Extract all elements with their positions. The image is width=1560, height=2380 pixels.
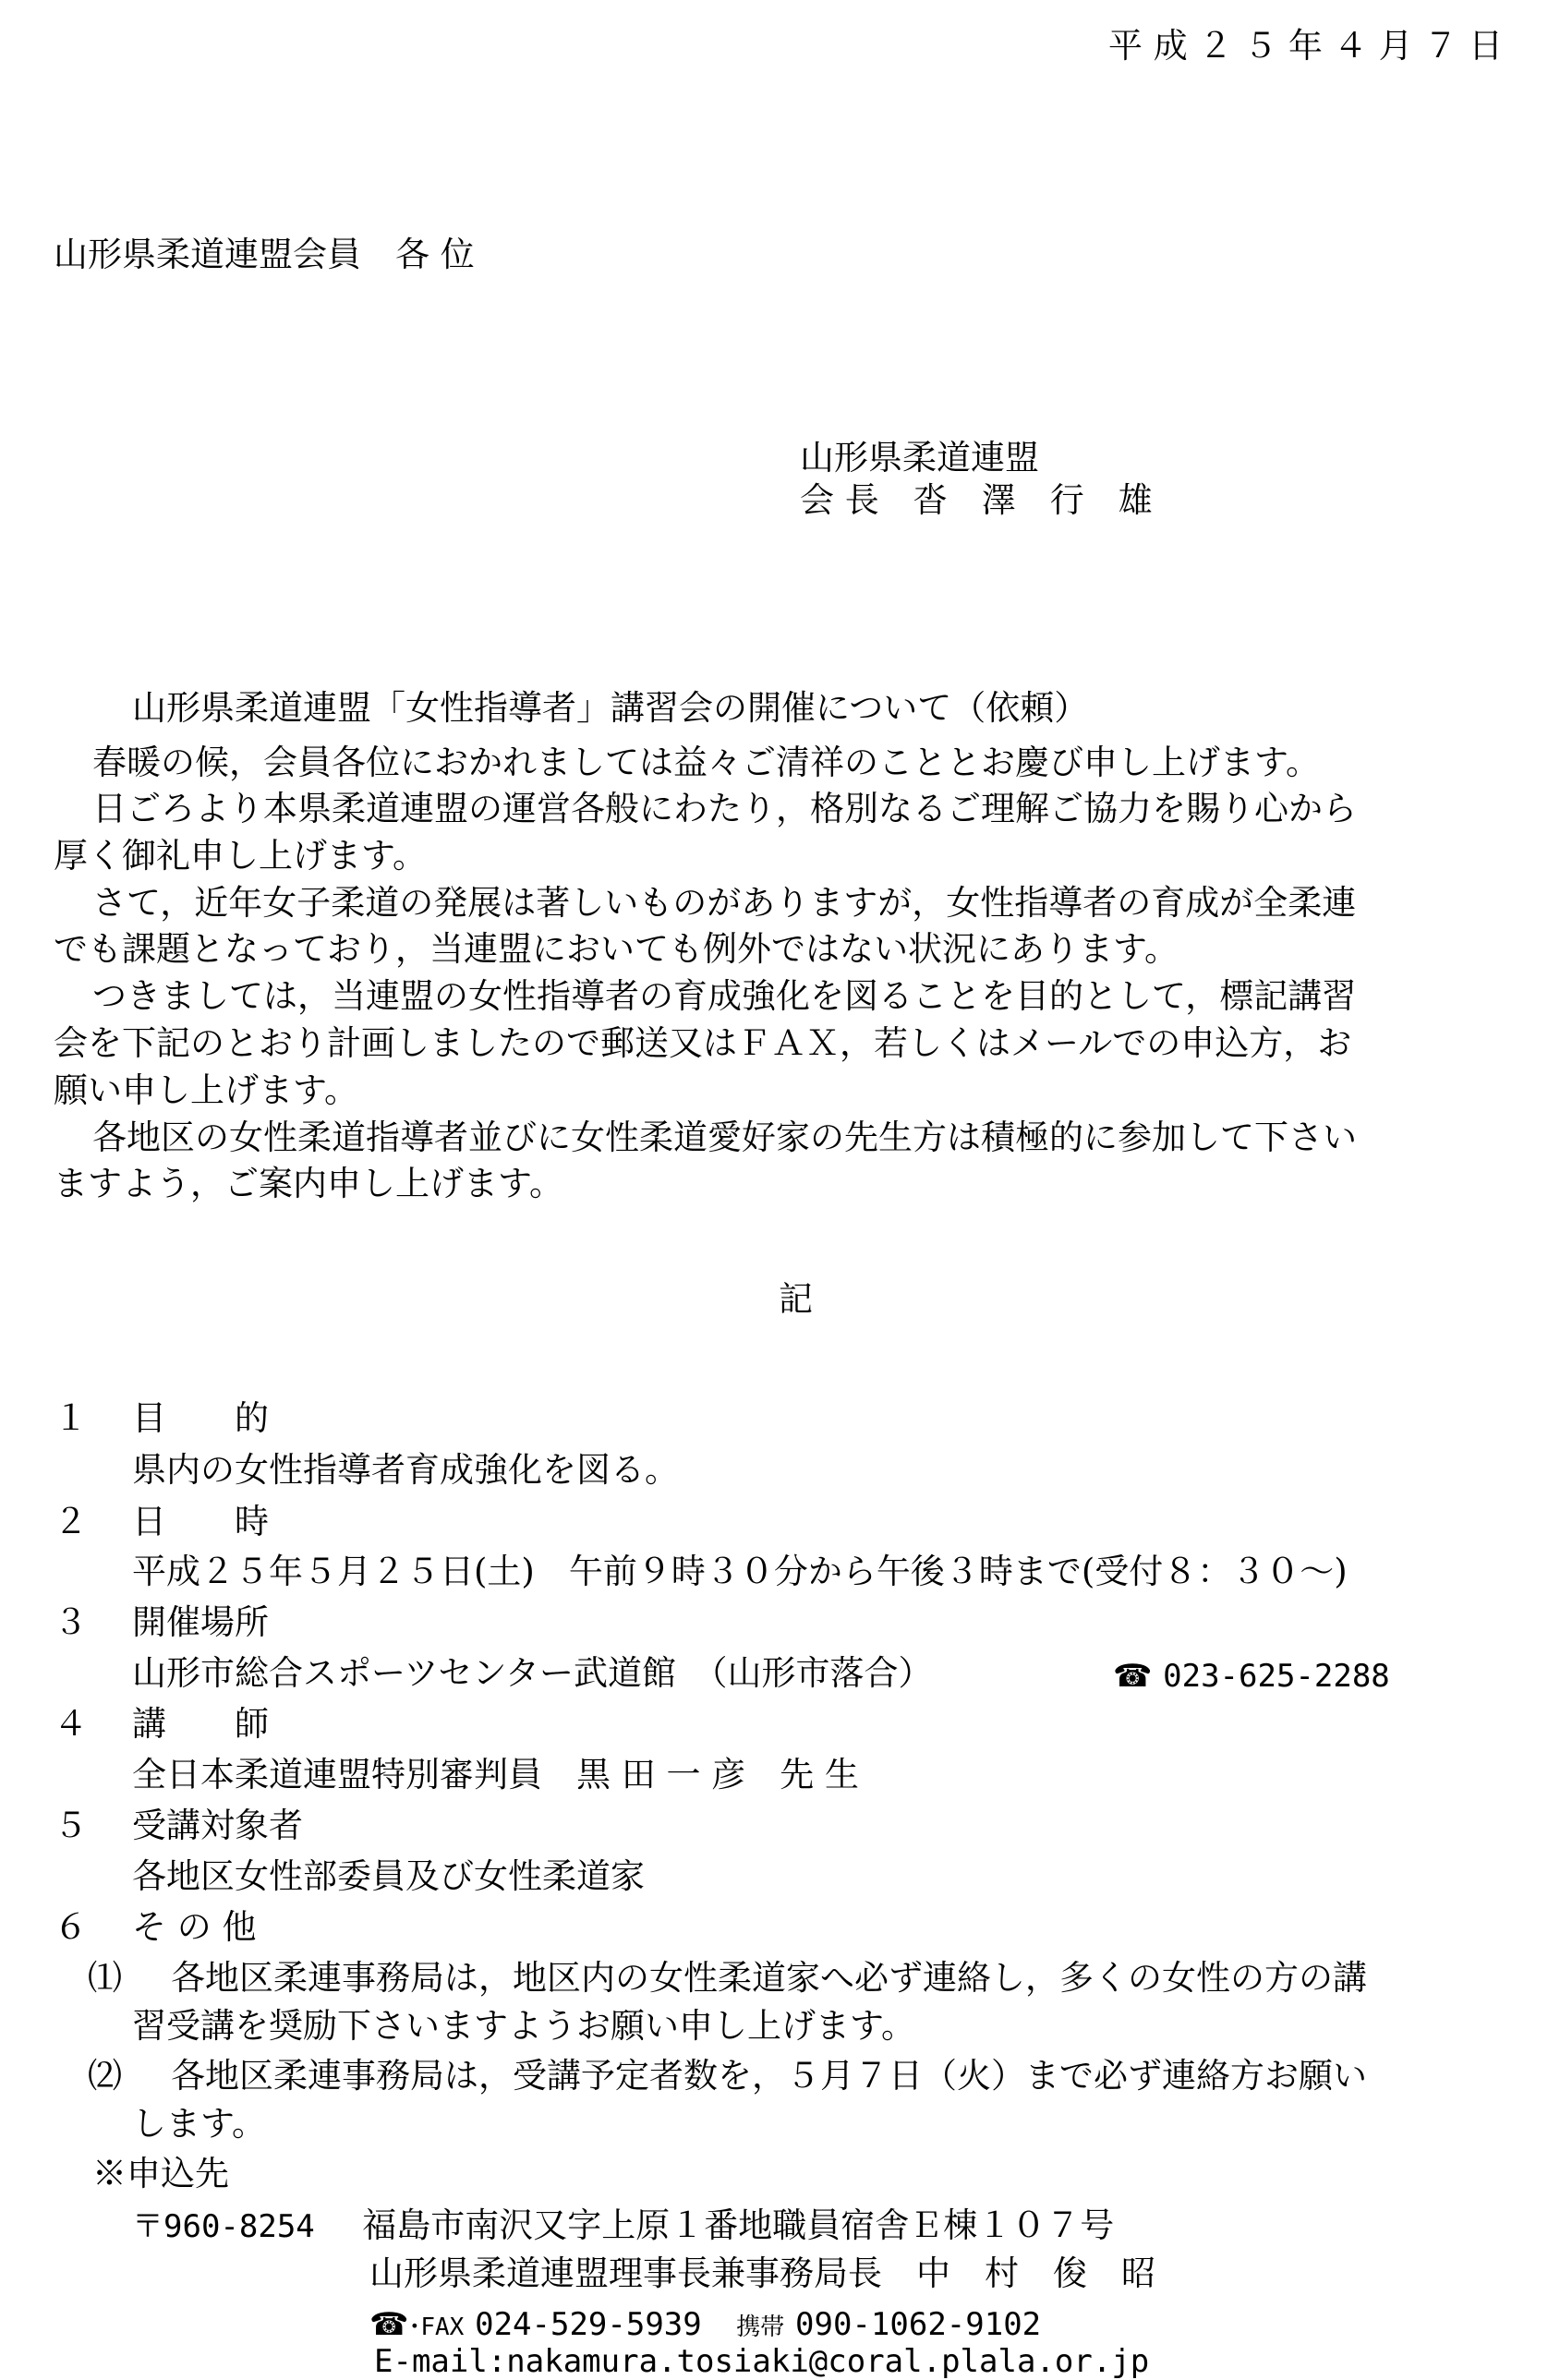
tel-fax-label: ･FAX (408, 2314, 465, 2341)
venue-phone (1113, 1655, 1390, 1696)
item-detail: 平成２５年５月２５日(土) 午前９時３０分から午後３時まで(受付８：３０～) (132, 1552, 1348, 1591)
application-label: ※申込先 (92, 2154, 229, 2193)
application-address (132, 2205, 1114, 2246)
item-number: ４ (54, 1704, 88, 1744)
item-number: ６ (54, 1907, 88, 1947)
body-line: 会を下記のとおり計画しましたので郵送又はＦＡＸ，若しくはメールでの申込方，お (54, 1023, 1352, 1063)
address: 福島市南沢又字上原１番地職員宿舎Ｅ棟１０７号 (362, 2205, 1115, 2245)
venue-phone-number: 023-625-2288 (1163, 1658, 1390, 1695)
email-address[interactable]: E-mail:nakamura.tosiaki@coral.plala.or.jp (374, 2343, 1150, 2380)
other-line: 習受講を奨励下さいますようお願い申し上げます。 (132, 2006, 916, 2046)
item-heading: 講 師 (132, 1704, 269, 1744)
item-detail: 山形市総合スポーツセンター武道館 （山形市落合） (132, 1653, 933, 1693)
item-heading: 目 的 (132, 1398, 269, 1438)
postal-code: 〒960-8254 (132, 2208, 315, 2245)
other-line: 各地区柔連事務局は，受講予定者数を，５月７日（火）まで必ず連絡方お願い (171, 2056, 1367, 2096)
application-person: 山形県柔道連盟理事長兼事務局長 中 村 俊 昭 (369, 2253, 1155, 2293)
ki-heading: 記 (779, 1279, 813, 1319)
tel-fax-number: 024-529-5939 (475, 2306, 702, 2343)
application-phones (369, 2303, 1041, 2344)
body-line: 各地区の女性柔道指導者並びに女性柔道愛好家の先生方は積極的に参加して下さい (92, 1118, 1357, 1157)
item-number: ５ (54, 1806, 88, 1845)
body-line: さて，近年女子柔道の発展は著しいものがありますが，女性指導者の育成が全柔連 (92, 883, 1357, 923)
body-line: 厚く御礼申し上げます。 (54, 836, 428, 876)
item-number: ２ (54, 1502, 88, 1541)
mobile-label: 携帯 (736, 2314, 785, 2341)
body-line: ますよう，ご案内申し上げます。 (54, 1164, 564, 1203)
other-line: します。 (132, 2104, 267, 2144)
item-heading: 日 時 (132, 1502, 269, 1541)
sender-org: 山形県柔道連盟 (800, 438, 1039, 477)
telephone-icon: ☎ (1113, 1658, 1153, 1695)
other-mark: ⑴ (88, 1958, 122, 1998)
addressee: 山形県柔道連盟会員 各 位 (54, 235, 475, 274)
body-line: 春暖の候，会員各位におかれましては益々ご清祥のこととお慶び申し上げます。 (92, 743, 1321, 782)
other-mark: ⑵ (88, 2056, 122, 2096)
item-detail: 県内の女性指導者育成強化を図る。 (132, 1450, 679, 1490)
mobile-number: 090-1062-9102 (795, 2306, 1042, 2343)
document-date: 平 成 ２ ５ 年 ４ 月 ７ 日 (1108, 26, 1504, 66)
item-detail: 全日本柔道連盟特別審判員 黒 田 一 彦 先 生 (132, 1755, 860, 1794)
item-number: ３ (54, 1602, 88, 1642)
item-number: １ (54, 1398, 88, 1438)
item-heading: 開催場所 (132, 1602, 269, 1642)
item-detail: 各地区女性部委員及び女性柔道家 (132, 1856, 645, 1896)
telephone-icon: ☎ (369, 2306, 409, 2343)
body-line: 日ごろより本県柔道連盟の運営各般にわたり，格別なるご理解ご協力を賜り心から (92, 789, 1357, 828)
subject-title: 山形県柔道連盟「女性指導者」講習会の開催について（依頼） (132, 688, 1089, 728)
other-line: 各地区柔連事務局は，地区内の女性柔道家へ必ず連絡し，多くの女性の方の講 (171, 1958, 1367, 1998)
item-heading: 受講対象者 (132, 1806, 303, 1845)
body-line: 願い申し上げます。 (54, 1070, 359, 1110)
body-line: つきましては，当連盟の女性指導者の育成強化を図ることを目的として，標記講習 (92, 976, 1357, 1016)
body-line: でも課題となっており，当連盟においても例外ではない状況にあります。 (54, 929, 1179, 969)
item-heading: そ の 他 (132, 1907, 257, 1947)
sender-name: 会 長 沓 澤 行 雄 (800, 480, 1153, 520)
